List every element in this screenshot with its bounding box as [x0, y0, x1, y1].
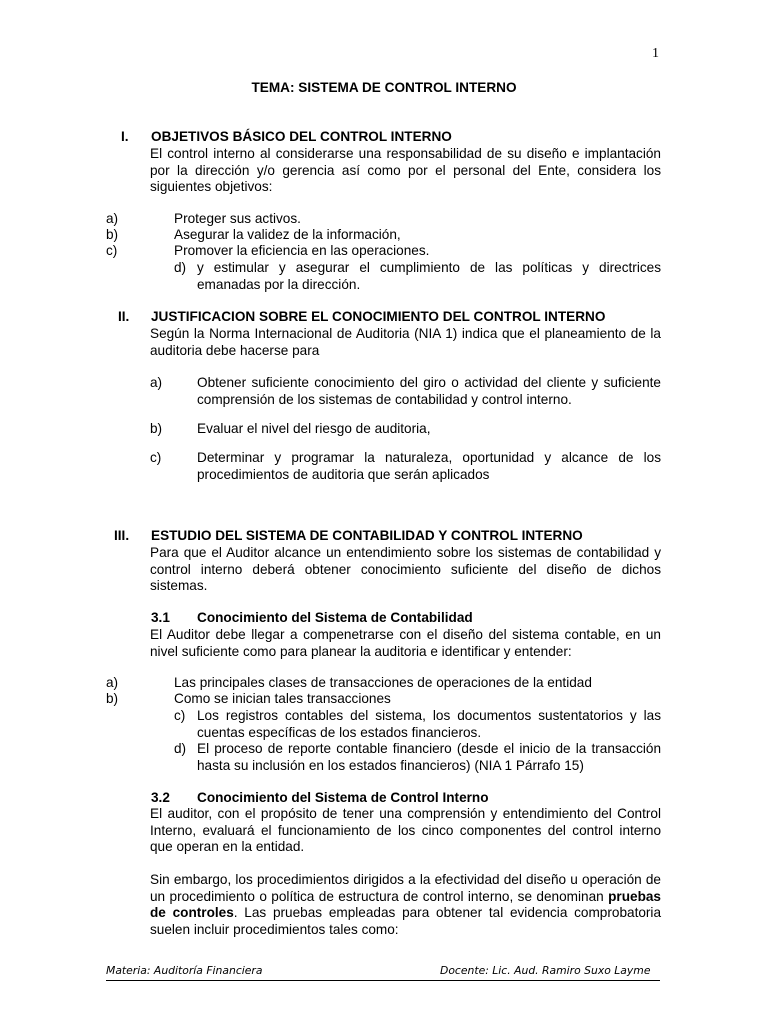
page-number: 1 — [652, 46, 659, 61]
item-text: Evaluar el nivel del riesgo de auditoria, — [197, 421, 431, 436]
item-marker: b) — [106, 227, 119, 242]
item-marker: a) — [106, 211, 119, 226]
item-text: El proceso de reporte contable financiero (desde el inicio de la transacción hasta su inclusión en los estados financieros) (NIA 1 Párrafo 15) — [197, 741, 661, 773]
section-1-heading: OBJETIVOS BÁSICO DEL CONTROL INTERNO — [151, 129, 452, 144]
item-text: Las principales clases de transacciones de operaciones de la entidad — [174, 675, 592, 690]
section-3-intro: Para que el Auditor alcance un entendimiento sobre los sistemas de contabilidad y control interno deberá obtener conocimiento suficiente del diseño de dichos sistemas. — [150, 545, 661, 594]
section-1-intro: El control interno al considerarse una responsabilidad de su diseño e implantación por la dirección y/o gerencia así como por el personal del Ente, considera los siguientes objetivos: — [150, 146, 661, 195]
section-1-number: I. — [121, 129, 129, 144]
item-marker: d) — [174, 741, 187, 756]
footer-subject: Materia: Auditoría Financiera — [106, 964, 263, 977]
item-text: Obtener suficiente conocimiento del giro o actividad del cliente y suficiente comprensión de los sistemas de contabilidad y control interno. — [197, 375, 661, 407]
section-3-number: III. — [114, 528, 130, 543]
paragraph-text: Sin embargo, los procedimientos dirigidos a la efectividad del diseño u operación de un procedimiento o política de estructura de control interno, se denominan — [150, 872, 661, 904]
subsection-3-1-number: 3.1 — [151, 610, 170, 625]
paragraph-text: . Las pruebas empleadas para obtener tal evidencia comprobatoria suelen incluir procedimientos tales como: — [150, 905, 662, 937]
subsection-3-1-heading: Conocimiento del Sistema de Contabilidad — [197, 610, 473, 625]
section-2-intro: Según la Norma Internacional de Auditoria (NIA 1) indica que el planeamiento de la auditoria debe hacerse para — [150, 326, 661, 358]
document-title: TEMA: SISTEMA DE CONTROL INTERNO — [251, 80, 517, 95]
item-marker: c) — [106, 243, 118, 258]
item-marker: b) — [150, 421, 163, 436]
item-text: Los registros contables del sistema, los documentos sustentatorios y las cuentas específicas de los estados financieros. — [197, 708, 661, 740]
item-text: Determinar y programar la naturaleza, oportunidad y alcance de los procedimientos de auditoria que serán aplicados — [197, 450, 661, 482]
item-marker: c) — [150, 450, 162, 465]
subsection-3-2-paragraph-1: El auditor, con el propósito de tener una comprensión y entendimiento del Control Interno, evaluará el funcionamiento de los cinco componentes del control interno que operan en la entidad. — [150, 806, 661, 855]
item-text: y estimular y asegurar el cumplimiento de las políticas y directrices emanadas por la dirección. — [197, 260, 661, 292]
item-marker: c) — [174, 708, 186, 723]
subsection-3-2-heading: Conocimiento del Sistema de Control Interno — [197, 790, 489, 805]
item-text: Asegurar la validez de la información, — [174, 227, 401, 242]
item-text: Promover la eficiencia en las operaciones. — [174, 243, 430, 258]
item-marker: a) — [106, 675, 119, 690]
item-marker: d) — [174, 260, 187, 275]
section-2-heading: JUSTIFICACION SOBRE EL CONOCIMIENTO DEL CONTROL INTERNO — [151, 309, 606, 324]
footer-teacher: Docente: Lic. Aud. Ramiro Suxo Layme — [440, 964, 651, 977]
pruebas-de-controles-term: pruebas de controles — [150, 888, 661, 921]
page-footer — [106, 964, 660, 981]
subsection-3-2-number: 3.2 — [151, 790, 170, 805]
subsection-3-1-intro: El Auditor debe llegar a compenetrarse con el diseño del sistema contable, en un nivel suficiente como para planear la auditoria e identificar y entender: — [150, 627, 661, 659]
item-marker: b) — [106, 691, 119, 706]
section-3-heading: ESTUDIO DEL SISTEMA DE CONTABILIDAD Y CONTROL INTERNO — [151, 528, 583, 543]
item-marker: a) — [150, 375, 163, 390]
item-text: Como se inician tales transacciones — [174, 691, 391, 706]
section-2-number: II. — [118, 309, 130, 324]
subsection-3-2-paragraph-2 — [150, 872, 661, 938]
item-text: Proteger sus activos. — [174, 211, 301, 226]
